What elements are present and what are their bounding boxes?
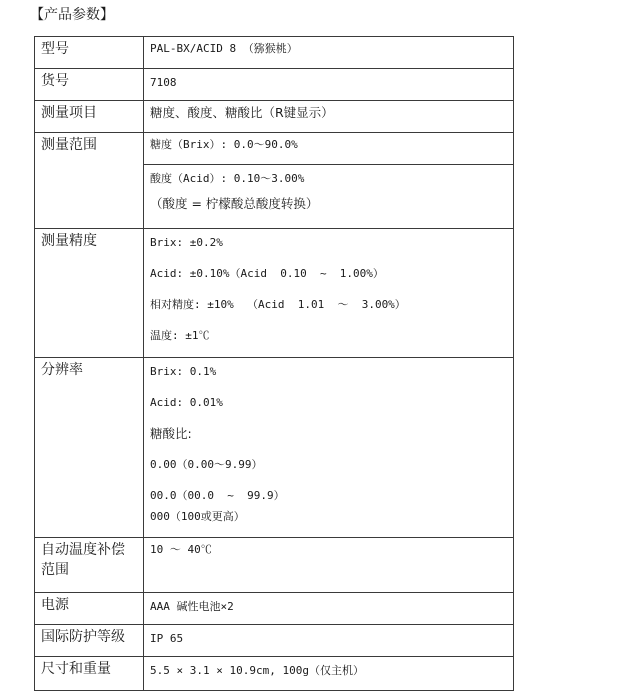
value-line: （酸度 = 柠檬酸总酸度转换）	[150, 196, 319, 211]
value-resolution	[144, 358, 514, 538]
value-line: 00.0（00.0 ~ 99.9）	[150, 489, 285, 502]
value-line: AAA 碱性电池×2	[150, 600, 234, 613]
value-range-brix	[144, 133, 514, 165]
table-row	[35, 133, 514, 165]
label-temp-compensation	[35, 538, 144, 593]
value-line: 糖度（Brix）: 0.0～90.0%	[150, 138, 298, 151]
value-line: 5.5 × 3.1 × 10.9cm, 100g（仅主机）	[150, 664, 364, 677]
value-power	[144, 593, 514, 625]
table-row	[35, 101, 514, 133]
table-row	[35, 358, 514, 538]
value-line: PAL-BX/ACID 8 （猕猴桃）	[150, 42, 298, 55]
label-measurement-range: 测量范围	[35, 133, 144, 229]
label-measurement-items: 测量项目	[35, 101, 144, 133]
table-row	[35, 625, 514, 657]
label-size-weight: 尺寸和重量	[35, 657, 144, 691]
value-line: 0.00（0.00～9.99）	[150, 458, 263, 471]
value-line: Acid: 0.01%	[150, 396, 223, 409]
value-line: 糖度、酸度、糖酸比（R键显示）	[150, 105, 334, 120]
value-size-weight	[144, 657, 514, 691]
value-line: 糖酸比:	[150, 426, 192, 441]
value-model	[144, 37, 514, 69]
value-item-number	[144, 69, 514, 101]
value-line: IP 65	[150, 632, 184, 645]
label-accuracy: 测量精度	[35, 229, 144, 358]
label-line: 范围	[41, 562, 69, 578]
spec-table	[34, 36, 514, 691]
value-line: 酸度（Acid）: 0.10～3.00%	[150, 172, 305, 185]
label-model: 型号	[35, 37, 144, 69]
table-row	[35, 229, 514, 358]
table-row	[35, 538, 514, 593]
value-temp-compensation	[144, 538, 514, 593]
section-heading: 【产品参数】	[30, 7, 114, 23]
value-protection-rating	[144, 625, 514, 657]
value-line: Brix: 0.1%	[150, 365, 217, 378]
value-line: Acid: ±0.10%（Acid 0.10 ~ 1.00%）	[150, 267, 384, 280]
value-line: 000（100或更高）	[150, 510, 245, 523]
value-line: 7108	[150, 76, 177, 89]
label-item-number: 货号	[35, 69, 144, 101]
value-line: 10 ～ 40℃	[150, 543, 212, 556]
label-power: 电源	[35, 593, 144, 625]
table-row	[35, 69, 514, 101]
value-measurement-items	[144, 101, 514, 133]
value-range-acid	[144, 165, 514, 229]
label-resolution: 分辨率	[35, 358, 144, 538]
value-line: 相对精度: ±10% （Acid 1.01 ～ 3.00%）	[150, 298, 406, 311]
label-line: 自动温度补偿	[41, 542, 125, 558]
value-accuracy	[144, 229, 514, 358]
table-row	[35, 37, 514, 69]
value-line: 温度: ±1℃	[150, 329, 210, 342]
table-row	[35, 657, 514, 691]
label-protection-rating: 国际防护等级	[35, 625, 144, 657]
value-line: Brix: ±0.2%	[150, 236, 223, 249]
table-row	[35, 593, 514, 625]
